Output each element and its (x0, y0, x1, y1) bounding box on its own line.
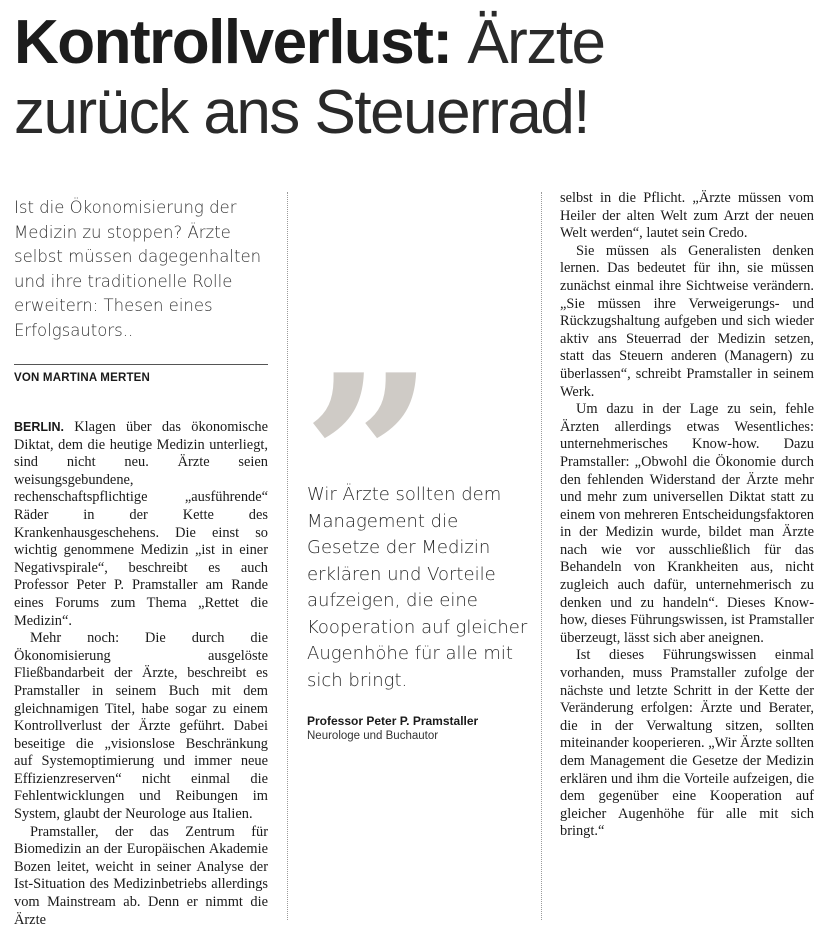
quote-mark-icon (302, 360, 434, 480)
quote-author: Professor Peter P. Pramstaller (307, 714, 479, 728)
headline-light-2: zurück ans Steuerrad! (14, 78, 590, 147)
body-paragraph-5: Sie müssen als Generalisten denken lernen. Das bedeutet für ihn, sie müssen zunächst einmal ihre Sichtweise verändern. „Sie müssen ihre Verweigerungs- und Rückzugshaltung aufgeben und sich wieder aktiv ans Steuerrad der Medizin setzen, statt das Steuern anderen (Managern) zu überlassen“, schreibt Pramstaller in seinem Werk. (560, 242, 814, 400)
pull-quote: Wir Ärzte sollten dem Management die Gesetze der Medizin erklären und Vorteile aufzeigen, die eine Kooperation auf gleicher Augenhöhe für alle mit sich bringt. (307, 484, 528, 691)
byline: VON MARTINA MERTEN (14, 372, 151, 384)
body-paragraph-4: selbst in die Pflicht. „Ärzte müssen vom Heiler der alten Welt zum Arzt der neuen Welt werden“, lautet sein Credo. (560, 190, 814, 242)
body-paragraph-1-text: Klagen über das ökonomische Diktat, dem die heutige Medizin unterliegt, sind nicht neu. Ärzte seien weisungsgebundene, rechenschaftspflichtige „ausführende“ Räder in der Kette des Krankenhausgeschehens. Die einst so wichtig genommene Medizin „ist in einer Negativspirale“, beschreibt es auch Professor Peter P. Pramstaller am Rande eines Forums zum Thema „Rettet die Medizin“. (14, 419, 268, 629)
article-column-1 (14, 419, 268, 929)
headline-bold: Kontrollverlust: (14, 8, 452, 77)
headline-light-1: Ärzte (451, 8, 605, 77)
body-paragraph-2: Mehr noch: Die durch die Ökonomisierung ausgelöste Fließbandarbeit der Ärzte, beschreibt es Pramstaller in seinem Buch mit dem gleichnamigen Titel, habe sogar zu einem Kontrollverlust der Ärzte geführt. Dabei beseitige die „visionslose Beschränkung auf Systemoptimierung und immer neue Effizienzreserven“ nicht einmal die Fehlentwicklungen und Reibungen im System, glaubt der Neurologe aus Italien. (14, 630, 268, 823)
column-divider-right (541, 192, 542, 920)
body-paragraph-7: Ist dieses Führungswissen einmal vorhanden, muss Pramstaller zufolge der nächste und letzte Schritt in der Kette der Veränderung erfolgen: Ärzte und Berater, die in der Verwaltung sitzen, sollten miteinander kooperieren. „Wir Ärzte sollten dem Management die Gesetze der Medizin erklären und ihm die Vorteile aufzeigen, die dem gegenüber eine Kooperation auf gleicher Augenhöhe für alle mit sich bringt.“ (560, 647, 814, 840)
column-divider-left (287, 192, 288, 920)
lead-paragraph: Ist die Ökonomisierung der Medizin zu stoppen? Ärzte selbst müssen dagegenhalten und ihre traditionelle Rolle erweitern: Thesen eines Erfolgsautors.. (14, 198, 262, 340)
body-paragraph-3: Pramstaller, der das Zentrum für Biomedizin an der Europäischen Akademie Bozen leitet, weicht in seiner Analyse der Ist-Situation des Medizinbetriebs allerdings vom Mainstream ab. Denn er nimmt die Ärzte (14, 823, 268, 928)
headline (14, 8, 824, 148)
dateline: BERLIN. (14, 420, 64, 434)
body-paragraph-1 (14, 419, 268, 630)
byline-rule (14, 364, 268, 365)
article-column-3 (560, 190, 814, 841)
quote-author-role: Neurologe und Buchautor (307, 730, 439, 742)
body-paragraph-6: Um dazu in der Lage zu sein, fehle Ärzten allerdings etwas Wesentliches: unternehmerisches Know-how. Dazu Pramstaller: „Obwohl die Ökonomie durch den fehlenden Widerstand der Ärzte mehr und mehr zum universellen Diktat statt zu einem von mehreren Entscheidungsfaktoren in der Medizin wurde, bildet man Ärzte nach wie vor ausschließlich für das Behandeln von Krankheiten aus, nicht zugleich auch dafür, unternehmerisch zu denken und zu handeln“. Dieses Know-how, dieses Führungswissen, ist Pramstaller überzeugt, lässt sich aber aneignen. (560, 401, 814, 646)
